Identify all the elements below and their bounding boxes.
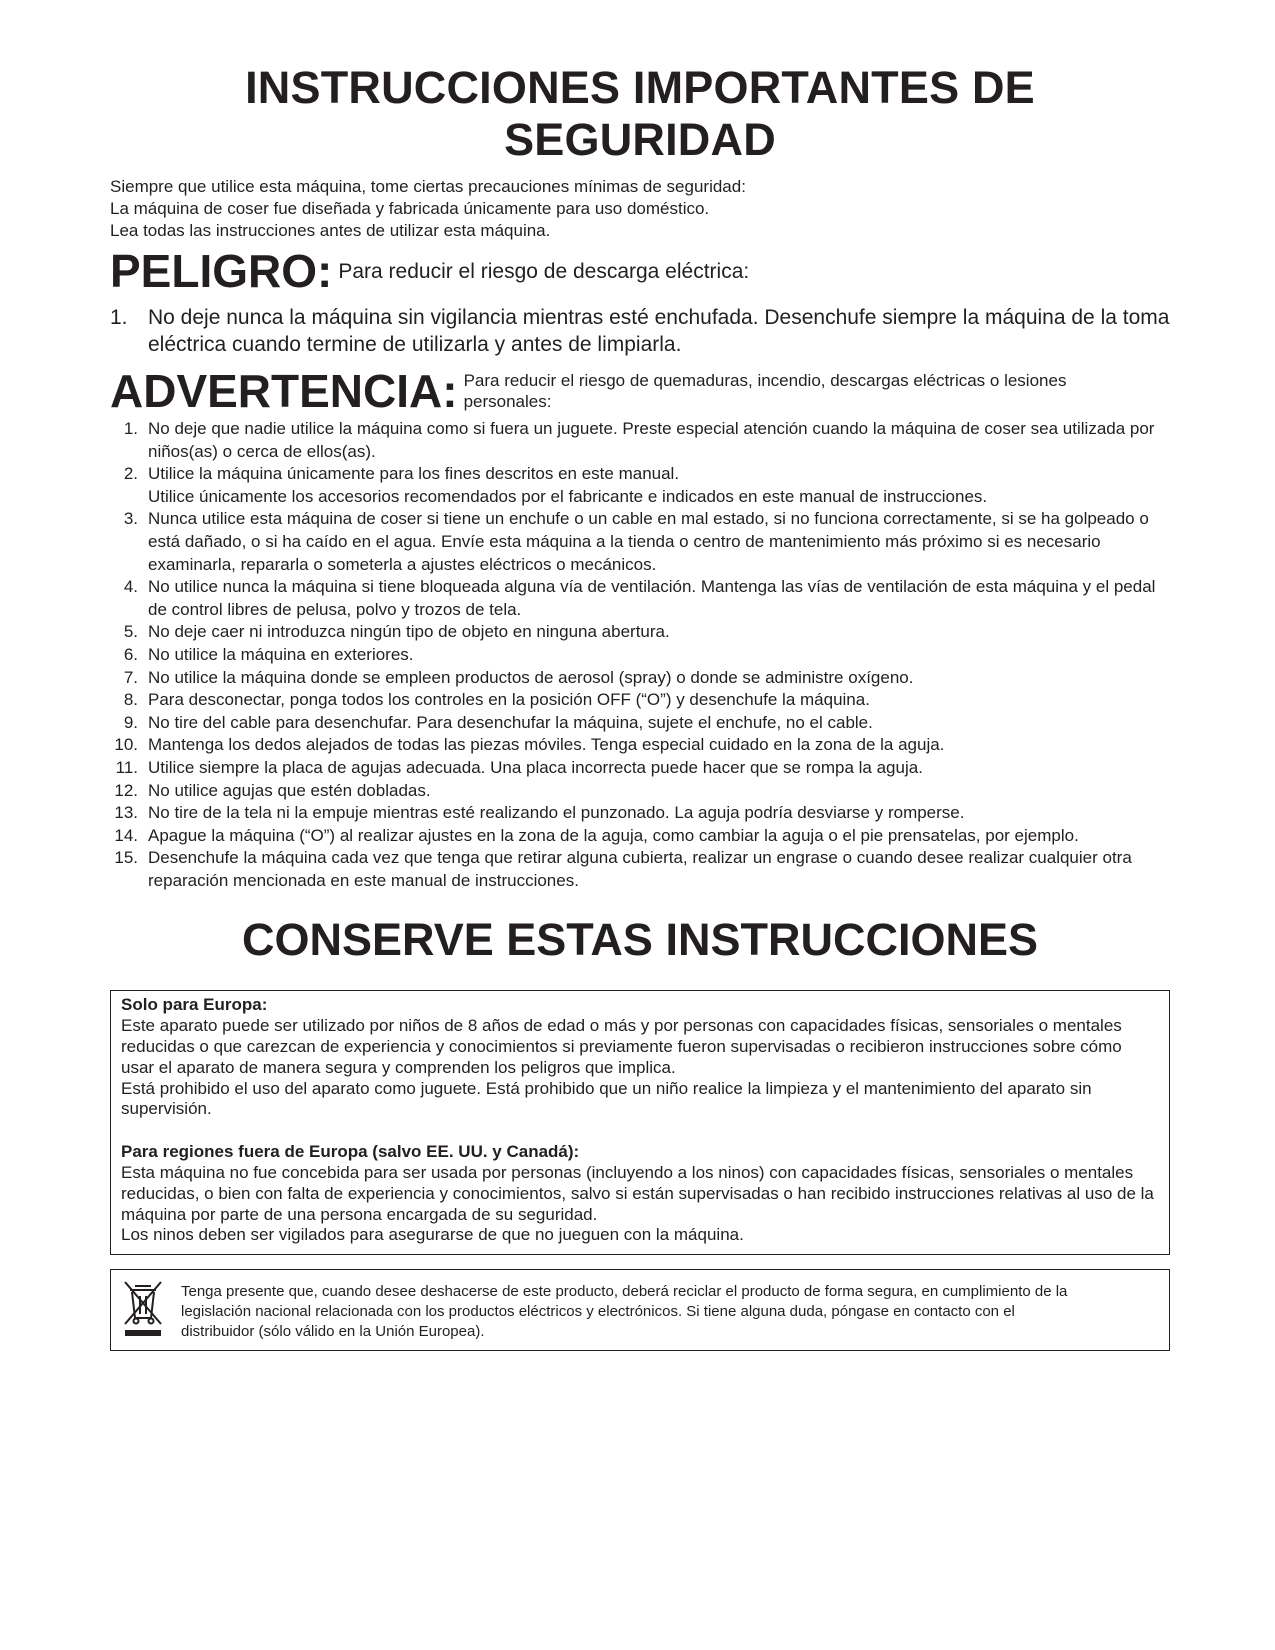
warning-heading bbox=[110, 366, 1170, 416]
item-text: No utilice la máquina donde se empleen productos de aerosol (spray) o donde se administre oxígeno. bbox=[148, 667, 914, 687]
warning-word: ADVERTENCIA: bbox=[110, 365, 458, 417]
page-title: INSTRUCCIONES IMPORTANTES DE SEGURIDAD bbox=[245, 62, 1035, 165]
list-item bbox=[110, 689, 1170, 712]
non-eu-heading: Para regiones fuera de Europa (salvo EE. UU. y Canadá): bbox=[121, 1142, 580, 1162]
warning-list bbox=[110, 418, 1170, 892]
list-item bbox=[110, 712, 1170, 735]
list-item bbox=[110, 621, 1170, 644]
item-number: 15. bbox=[114, 848, 138, 868]
item-number: 4. bbox=[123, 577, 138, 597]
item-text: Mantenga los dedos alejados de todas las piezas móviles. Tenga especial cuidado en la zona de la aguja. bbox=[148, 735, 945, 755]
list-item bbox=[110, 463, 1170, 508]
non-eu-paragraph: Esta máquina no fue concebida para ser usada por personas (incluyendo a los ninos) con capacidades físicas, sensoriales o mentales reducidas, o bien con falta de experiencia y conocimientos, salvo si están supervisadas o han recibido instrucciones relativas al uso de la máquina por parte de una persona encargada de su seguridad. bbox=[121, 1163, 1154, 1224]
list-item bbox=[110, 304, 1170, 358]
item-number: 10. bbox=[114, 735, 138, 755]
intro-block bbox=[110, 176, 1170, 242]
intro-line: Lea todas las instrucciones antes de utilizar esta máquina. bbox=[110, 221, 551, 240]
item-text: No tire de la tela ni la empuje mientras esté realizando el punzonado. La aguja podría desviarse y romperse. bbox=[148, 803, 965, 823]
crossed-out-wheelie-bin-icon bbox=[121, 1280, 165, 1338]
item-text: No utilice la máquina en exteriores. bbox=[148, 644, 414, 664]
recycling-text: Tenga presente que, cuando desee deshacerse de este producto, deberá reciclar el producto de forma segura, en cumplimiento de la legislación nacional relacionada con los productos eléctricos y electrónicos. Si tiene alguna duda, póngase en contacto con el distribuidor (sólo válido en la Unión Europea). bbox=[181, 1283, 1068, 1341]
item-number: 8. bbox=[123, 690, 138, 710]
item-text: No utilice agujas que estén dobladas. bbox=[148, 780, 431, 800]
intro-line: La máquina de coser fue diseñada y fabricada únicamente para uso doméstico. bbox=[110, 199, 710, 218]
item-text: Desenchufe la máquina cada vez que tenga que retirar alguna cubierta, realizar un engrase o cuando desee realizar cualquier otra reparación mencionada en este manual de instrucciones. bbox=[148, 848, 1132, 890]
list-item bbox=[110, 757, 1170, 780]
item-text: Utilice siempre la placa de agujas adecuada. Una placa incorrecta puede hacer que se rompa la aguja. bbox=[148, 757, 923, 777]
intro-line: Siempre que utilice esta máquina, tome ciertas precauciones mínimas de seguridad: bbox=[110, 177, 746, 196]
item-text: Nunca utilice esta máquina de coser si tiene un enchufe o un cable en mal estado, si no funciona correctamente, si se ha golpeado o está dañado, o si ha caído en el agua. Envíe esta máquina a la tienda o centro de mantenimiento más próximo si es necesario examinarla, repararla o someterla a ajustes eléctricos o mecánicos. bbox=[148, 509, 1149, 574]
item-number: 3. bbox=[123, 509, 138, 529]
item-text: No deje que nadie utilice la máquina como si fuera un juguete. Preste especial atención cuando la máquina de coser sea utilizada por niños(as) o cerca de ellos(as). bbox=[148, 419, 1155, 461]
list-item bbox=[110, 734, 1170, 757]
danger-word: PELIGRO: bbox=[110, 245, 333, 297]
item-body bbox=[148, 463, 987, 508]
item-number: 2. bbox=[123, 464, 138, 484]
europe-notice-box bbox=[110, 990, 1170, 1255]
list-item bbox=[110, 418, 1170, 463]
item-text: Utilice la máquina únicamente para los fines descritos en este manual. bbox=[148, 464, 680, 484]
non-eu-paragraph: Los ninos deben ser vigilados para asegurarse de que no jueguen con la máquina. bbox=[121, 1225, 744, 1245]
item-number: 6. bbox=[123, 644, 138, 664]
item-number: 13. bbox=[114, 803, 138, 823]
item-text: No deje nunca la máquina sin vigilancia mientras esté enchufada. Desenchufe siempre la máquina de la toma eléctrica cuando termine de utilizarla y antes de limpiarla. bbox=[148, 306, 1170, 356]
item-number: 1. bbox=[123, 419, 138, 438]
item-text: Para desconectar, ponga todos los controles en la posición OFF (“O”) y desenchufe la máquina. bbox=[148, 690, 870, 710]
conserve-heading: CONSERVE ESTAS INSTRUCCIONES bbox=[242, 914, 1038, 966]
item-number: 5. bbox=[123, 622, 138, 642]
list-item bbox=[110, 576, 1170, 621]
list-item bbox=[110, 825, 1170, 848]
item-number: 11. bbox=[115, 757, 138, 777]
item-text: No tire del cable para desenchufar. Para desenchufar la máquina, sujete el enchufe, no el cable. bbox=[148, 712, 873, 732]
danger-description: Para reducir el riesgo de descarga eléctrica: bbox=[338, 260, 750, 283]
eu-paragraph: Este aparato puede ser utilizado por niños de 8 años de edad o más y por personas con capacidades físicas, sensoriales o mentales reducidas o que carezcan de experiencia y conocimientos si previamente fueron supervisadas o recibieron instrucciones sobre cómo usar el aparato de manera segura y comprenden los peligros que implica. bbox=[121, 1016, 1122, 1077]
danger-heading bbox=[110, 245, 1170, 297]
danger-list bbox=[110, 304, 1170, 358]
item-text-secondary: Utilice únicamente los accesorios recomendados por el fabricante e indicados en este manual de instrucciones. bbox=[148, 486, 988, 506]
list-item bbox=[110, 667, 1170, 690]
eu-heading: Solo para Europa: bbox=[121, 995, 268, 1015]
item-number: 9. bbox=[123, 712, 138, 732]
list-item bbox=[110, 847, 1170, 892]
item-number: 14. bbox=[114, 825, 138, 845]
item-text: No utilice nunca la máquina si tiene bloqueada alguna vía de ventilación. Mantenga las vías de ventilación de esta máquina y el pedal de control libres de pelusa, polvo y trozos de tela. bbox=[148, 577, 1156, 619]
warning-description: Para reducir el riesgo de quemaduras, incendio, descargas eléctricas o lesiones personales: bbox=[463, 371, 1067, 411]
document-page bbox=[110, 62, 1170, 1351]
recycling-notice-box bbox=[110, 1269, 1170, 1351]
list-item bbox=[110, 508, 1170, 576]
list-item bbox=[110, 780, 1170, 803]
list-item bbox=[110, 802, 1170, 825]
item-number: 1. bbox=[110, 306, 128, 329]
item-text: Apague la máquina (“O”) al realizar ajustes en la zona de la aguja, como cambiar la aguja o el pie prensatelas, por ejemplo. bbox=[148, 825, 1079, 845]
item-text: No deje caer ni introduzca ningún tipo de objeto en ninguna abertura. bbox=[148, 622, 670, 642]
item-number: 12. bbox=[114, 780, 138, 800]
list-item bbox=[110, 644, 1170, 667]
item-number: 7. bbox=[123, 667, 138, 687]
eu-paragraph: Está prohibido el uso del aparato como juguete. Está prohibido que un niño realice la limpieza y el mantenimiento del aparato sin supervisión. bbox=[121, 1078, 1092, 1119]
